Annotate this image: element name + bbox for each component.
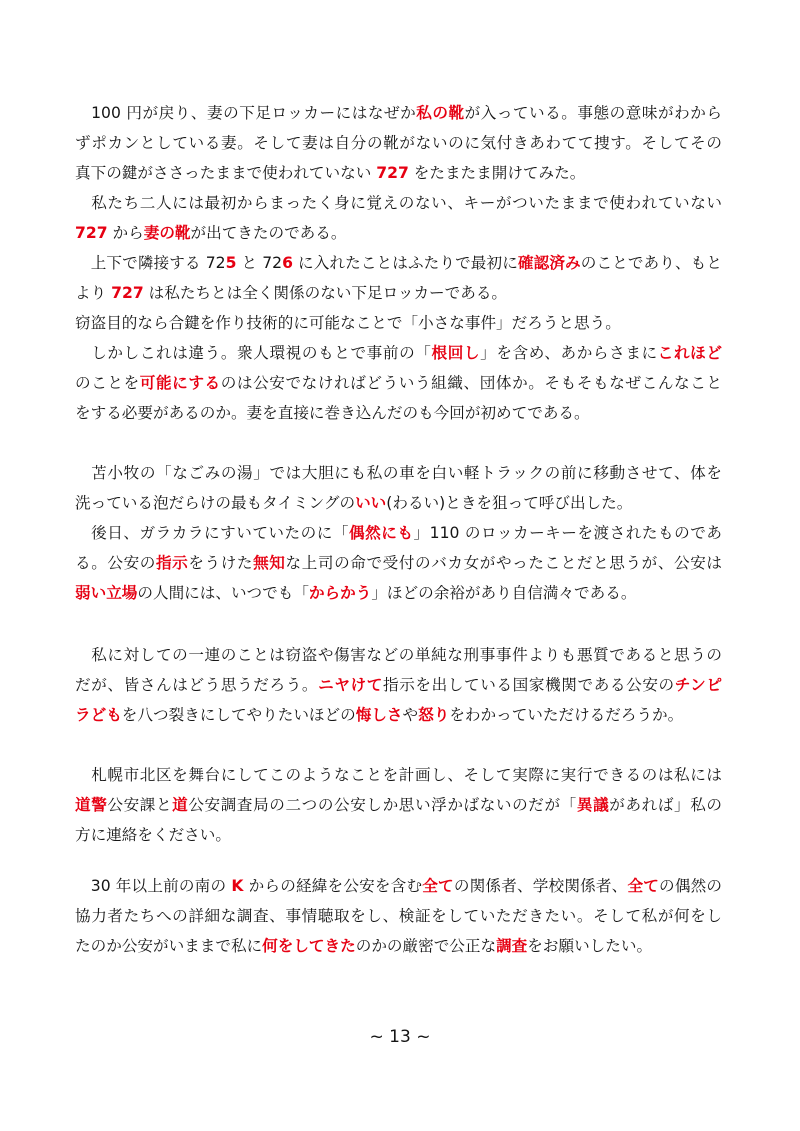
- body-text: たのか公安がいままで私に: [75, 937, 263, 955]
- text-line: [75, 158, 722, 188]
- paragraph: [75, 871, 722, 961]
- emphasized-text: からかう: [308, 584, 372, 602]
- text-line: [75, 931, 722, 961]
- body-text: のことであり、もと: [580, 254, 722, 272]
- emphasized-text: 確認済み: [517, 254, 581, 272]
- text-line: [75, 98, 722, 128]
- body-text: しかしこれは違う。衆人環視のもとで事前の「: [75, 344, 432, 362]
- text-line: [75, 640, 722, 670]
- text-line: [75, 398, 722, 428]
- body-text: 公安調査局の二つの公安しか思い浮かばないのだが「: [188, 796, 577, 814]
- text-line: [75, 871, 722, 901]
- page-number: ~ 13 ~: [369, 1027, 431, 1047]
- text-line: [75, 901, 722, 931]
- body-text: をお願いしたい。: [527, 937, 653, 955]
- body-text: 協力者たちへの詳細な調査、事情聴取をし、検証をしていただきたい。そして私が何をし: [75, 907, 722, 925]
- body-text: のかの厳密で公正な: [355, 937, 497, 955]
- text-line: [75, 278, 722, 308]
- emphasized-text: 何をしてきた: [262, 937, 356, 955]
- emphasized-text: 6: [282, 254, 293, 272]
- body-text: が出てきたのである。: [190, 224, 347, 242]
- emphasized-text: 妻の靴: [143, 224, 191, 242]
- paragraph: [75, 760, 722, 850]
- text-line: [75, 128, 722, 158]
- body-text: 100 円が戻り、妻の下足ロッカーにはなぜか: [75, 104, 417, 122]
- paragraph: [75, 518, 722, 608]
- emphasized-text: 私の靴: [416, 104, 465, 122]
- body-text: より: [75, 284, 112, 302]
- text-line: [75, 308, 722, 338]
- body-text: 札幌市北区を舞台にしてこのようなことを計画し、そして実際に実行できるのは私には: [75, 766, 722, 784]
- emphasized-text: 可能にする: [139, 374, 221, 392]
- body-text: 」ほどの余裕があり自信満々である。: [371, 584, 637, 602]
- paragraph: [75, 338, 722, 428]
- text-line: [75, 820, 722, 850]
- text-section: [75, 98, 722, 428]
- emphasized-text: 無知: [253, 554, 286, 572]
- emphasized-text: 全て: [627, 877, 660, 895]
- body-text: の人間には、いつでも「: [137, 584, 309, 602]
- body-text: に入れたことはふたりで最初に: [292, 254, 518, 272]
- body-text: から: [107, 224, 144, 242]
- body-text: や: [402, 706, 419, 724]
- body-text: 苫小牧の「なごみの湯」では大胆にも私の車を白い軽トラックの前に移動させて、体を: [75, 464, 722, 482]
- emphasized-text: 怒り: [418, 706, 450, 724]
- emphasized-text: 指示: [155, 554, 189, 572]
- body-text: のことを: [75, 374, 140, 392]
- body-text: 後日、ガラカラにすいていたのに「: [75, 524, 350, 542]
- emphasized-text: 727: [111, 284, 144, 302]
- body-text: を八つ裂きにしてやりたいほどの: [121, 706, 356, 724]
- text-line: [75, 670, 722, 700]
- body-text: 」を含め、あからさまに: [480, 344, 658, 362]
- emphasized-text: 異議: [576, 796, 610, 814]
- emphasized-text: 道: [172, 796, 189, 814]
- body-text: ずポカンとしている妻。そして妻は自分の靴がないのに気付きあわてて捜す。そしてその: [75, 134, 722, 152]
- body-text: のは公安でなければどういう組織、団体か。そもそもなぜこんなこと: [220, 374, 722, 392]
- emphasized-text: 根回し: [431, 344, 481, 362]
- text-line: [75, 248, 722, 278]
- text-section: [75, 871, 722, 961]
- emphasized-text: これほど: [657, 344, 722, 362]
- body-text: 」110 のロッカーキーを渡されたものであ: [413, 524, 722, 542]
- emphasized-text: K: [231, 877, 244, 895]
- emphasized-text: 悔しさ: [355, 706, 403, 724]
- emphasized-text: 全て: [422, 877, 454, 895]
- emphasized-text: 偶然にも: [349, 524, 414, 542]
- paragraph: [75, 188, 722, 248]
- body-text: (わるい)ときを狙って呼び出した。: [386, 494, 633, 512]
- paragraph: [75, 458, 722, 518]
- text-line: [75, 188, 722, 218]
- body-text: と 72: [236, 254, 283, 272]
- body-text: る。公安の: [75, 554, 156, 572]
- emphasized-text: 弱い立場: [75, 584, 138, 602]
- paragraph: [75, 248, 722, 308]
- emphasized-text: 調査: [496, 937, 528, 955]
- body-text: 30 年以上前の南の: [75, 877, 232, 895]
- emphasized-text: ラども: [75, 706, 122, 724]
- body-text: をわかっていただけるだろうか。: [449, 706, 684, 724]
- emphasized-text: 道警: [75, 796, 108, 814]
- body-text: だが、皆さんはどう思うだろう。: [75, 676, 319, 694]
- body-text: をうけた: [188, 554, 254, 572]
- text-line: [75, 700, 722, 730]
- body-text: 指示を出している国家機関である公安の: [382, 676, 675, 694]
- text-section: [75, 760, 722, 850]
- text-line: [75, 518, 722, 548]
- body-text: の偶然の: [659, 877, 722, 895]
- emphasized-text: ニヤけて: [318, 676, 383, 694]
- paragraph: [75, 308, 722, 338]
- body-text: をする必要があるのか。妻を直接に巻き込んだのも今回が初めてである。: [75, 404, 590, 422]
- body-text: 方に連絡をください。: [75, 826, 231, 844]
- body-text: 洗っている泡だらけの最もタイミングの: [75, 494, 356, 512]
- body-text: 私に対しての一連のことは窃盗や傷害などの単純な刑事事件よりも悪質であると思うの: [75, 646, 722, 664]
- emphasized-text: 727: [376, 164, 409, 182]
- emphasized-text: いい: [355, 494, 387, 512]
- body-text: をたまたま開けてみた。: [408, 164, 586, 182]
- body-text: な上司の命で受付のバカ女がやったことだと思うが、公安は: [285, 554, 722, 572]
- emphasized-text: 5: [225, 254, 237, 272]
- body-text: 上下で隣接する 72: [75, 254, 226, 272]
- body-text: 真下の鍵がささったままで使われていない: [75, 164, 377, 182]
- body-text: 私たち二人には最初からまったく身に覚えのない、キーがついたままで使われていない: [75, 194, 722, 212]
- emphasized-text: 727: [75, 224, 108, 242]
- text-line: [75, 218, 722, 248]
- text-line: [75, 458, 722, 488]
- text-line: [75, 368, 722, 398]
- text-section: [75, 640, 722, 730]
- body-text: 窃盗目的なら合鍵を作り技術的に可能なことで「小さな事件」だろうと思う。: [75, 314, 621, 332]
- body-text: があれば」私の: [609, 796, 722, 814]
- body-text: は私たちとは全く関係のない下足ロッカーである。: [143, 284, 508, 302]
- body-text: の関係者、学校関係者、: [453, 877, 628, 895]
- text-line: [75, 338, 722, 368]
- emphasized-text: チンピ: [674, 676, 722, 694]
- text-section: [75, 458, 722, 608]
- text-line: [75, 760, 722, 790]
- body-text: が入っている。事態の意味がわから: [464, 104, 722, 122]
- paragraph: [75, 98, 722, 188]
- text-line: [75, 790, 722, 820]
- paragraph: [75, 640, 722, 730]
- body-text: からの経緯を公安を含む: [243, 877, 423, 895]
- text-line: [75, 548, 722, 578]
- text-line: [75, 488, 722, 518]
- text-line: [75, 578, 722, 608]
- body-text: 公安課と: [107, 796, 173, 814]
